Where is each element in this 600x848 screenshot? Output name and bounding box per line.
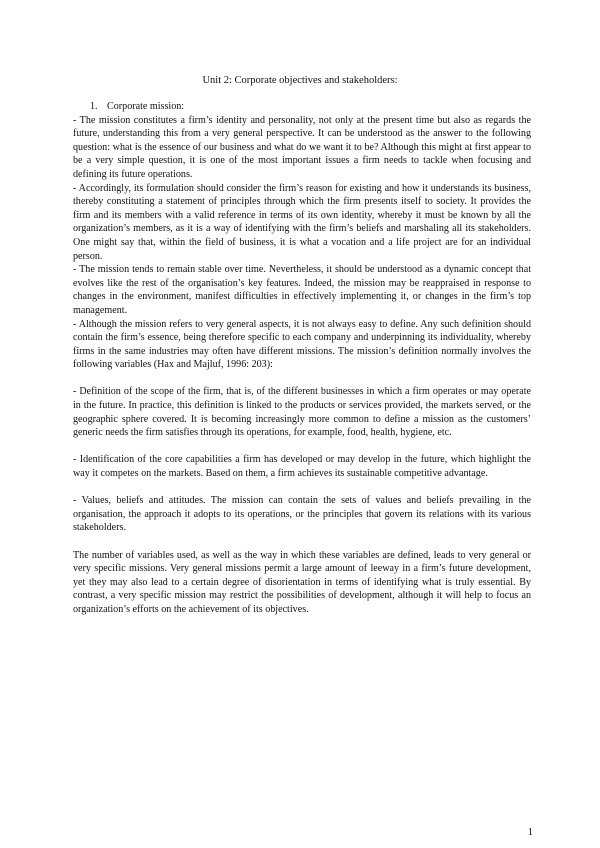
section-number: 1.: [90, 101, 98, 112]
page-number: 1: [527, 827, 533, 838]
paragraph: - Although the mission refers to very general aspects, it is not always easy to define. Any such definition should contain the firm’s essence, being therefore specific to each company and underpinning its individuality, whereby firms in the same industries may often have different missions. The mission’s definition normally involves the following variables (Hax and Majluf, 1996: 203):: [73, 318, 531, 371]
body-text: [73, 100, 531, 617]
paragraph: - The mission tends to remain stable over time. Nevertheless, it should be understood as a dynamic concept that evolves like the rest of the organisation’s key features. Indeed, the mission may be reappraised in response to changes in the environment, manifest difficulties in effectively implementing it, or changes in the firm’s top management.: [73, 264, 531, 316]
closing-paragraph: The number of variables used, as well as the way in which these variables are defined, leads to very general or very specific missions. Very general missions permit a large amount of leeway in a firm’s future development, yet they may also lead to a certain degree of disorientation in terms of identifying what is truly essential. By contrast, a very specific mission may restrict the possibilities of development, although it will help to focus an organization’s efforts on the achievement of its objectives.: [73, 549, 531, 615]
section-heading: [90, 100, 531, 114]
variable-item: - Identification of the core capabilities a firm has developed or may develop in the future, which highlight the way it competes on the markets. Based on them, a firm achieves its sustainable competitive advantage.: [73, 454, 531, 480]
page-title: Unit 2: Corporate objectives and stakeholders:: [202, 75, 398, 86]
variable-item: - Definition of the scope of the firm, that is, of the different businesses in which a firm operates or may operate in the future. In practice, this definition is linked to the products or services provided, the markets served, or the geographic sphere covered. It is becoming increasingly more common to define a mission as the customers’ generic needs the firm satisfies through its operations, for example, food, health, hygiene, etc.: [73, 386, 531, 439]
paragraph: - Accordingly, its formulation should consider the firm’s reason for existing and how it understands its business, thereby constituting a statement of principles through which the firm presents itself to society. It provides the firm and its members with a valid reference in terms of its own identity, whereby it must be known by all the organization’s members, as it is a way of identifying with the firm’s beliefs and marshaling all its stakeholders. One might say that, within the field of business, it is what a vocation and a life project are for an individual person.: [73, 182, 531, 262]
paragraph: - The mission constitutes a firm’s identity and personality, not only at the present time but also as regards the future, understanding this from a very general perspective. It can be understood as the answer to the following question: what is the essence of our business and what do we want it to be? Although this might at first appear to be a very simple question, it is one of the most important issues a firm needs to tackle when focusing and defining its future operations.: [73, 114, 531, 180]
variable-item: - Values, beliefs and attitudes. The mission can contain the sets of values and beliefs prevailing in the organisation, the approach it adopts to its operations, or the principles that govern its relations with its various stakeholders.: [73, 495, 531, 534]
section-label: Corporate mission:: [107, 101, 185, 112]
